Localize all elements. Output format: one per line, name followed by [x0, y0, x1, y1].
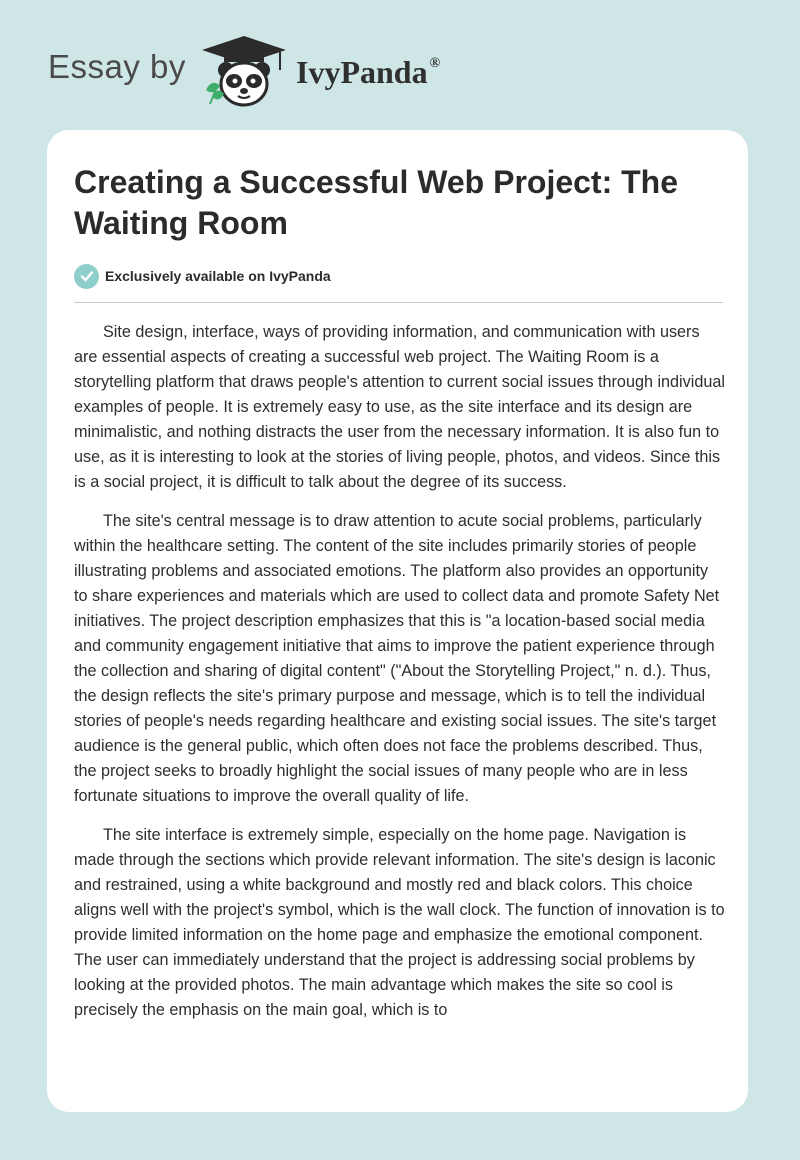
essay-by-label: Essay by	[48, 48, 186, 85]
checkmark-icon	[74, 264, 99, 289]
paragraph: Site design, interface, ways of providing information, and communication with users are essential aspects of creating a successful web project. The Waiting Room is a storytelling platform that draws people's attention to current social issues through individual examples of people. It is extremely easy to use, as the site interface and its design are minimalistic, and nothing distracts the user from the necessary information. It is also fun to use, as it is interesting to look at the stories of living people, photos, and videos. Since this is a social project, it is difficult to talk about the degree of its success.	[74, 323, 725, 491]
availability-badge	[74, 263, 331, 289]
essay-body	[74, 320, 726, 1037]
availability-text: Exclusively available on IvyPanda	[105, 268, 331, 284]
site-header	[0, 0, 800, 120]
paragraph: The site interface is extremely simple, especially on the home page. Navigation is made through the sections which provide relevant information. The site's design is laconic and restrained, using a white background and mostly red and black colors. This choice aligns well with the project's symbol, which is the wall clock. The function of innovation is to provide limited information on the home page and emphasize the emotional component. The user can immediately understand that the project is addressing social problems by looking at the provided photos. The main advantage which makes the site so cool is precisely the emphasis on the main goal, which is to	[74, 826, 725, 1019]
paragraph: The site's central message is to draw attention to acute social problems, particularly within the healthcare setting. The content of the site includes primarily stories of people illustrating problems and associated emotions. The platform also provides an opportunity to share experiences and materials which are used to collect data and promote Safety Net initiatives. The project description emphasizes that this is "a location-based social media and community engagement initiative that aims to improve the patient experience through the collection and sharing of digital content" ("About the Storytelling Project," n. d.). Thus, the design reflects the site's primary purpose and message, which is to tell the individual stories of people's needs regarding healthcare and existing social issues. The site's target audience is the general public, which often does not face the problems described. Thus, the project seeks to broadly highlight the social issues of many people who are in less fortunate situations to improve the overall quality of life.	[74, 512, 720, 805]
essay-title: Creating a Successful Web Project: The Waiting Room	[74, 164, 679, 241]
panda-mascot-icon	[198, 34, 290, 110]
brand-logo-text[interactable]: IvyPanda ®	[296, 54, 441, 90]
divider	[74, 302, 723, 303]
essay-card	[47, 130, 748, 1112]
